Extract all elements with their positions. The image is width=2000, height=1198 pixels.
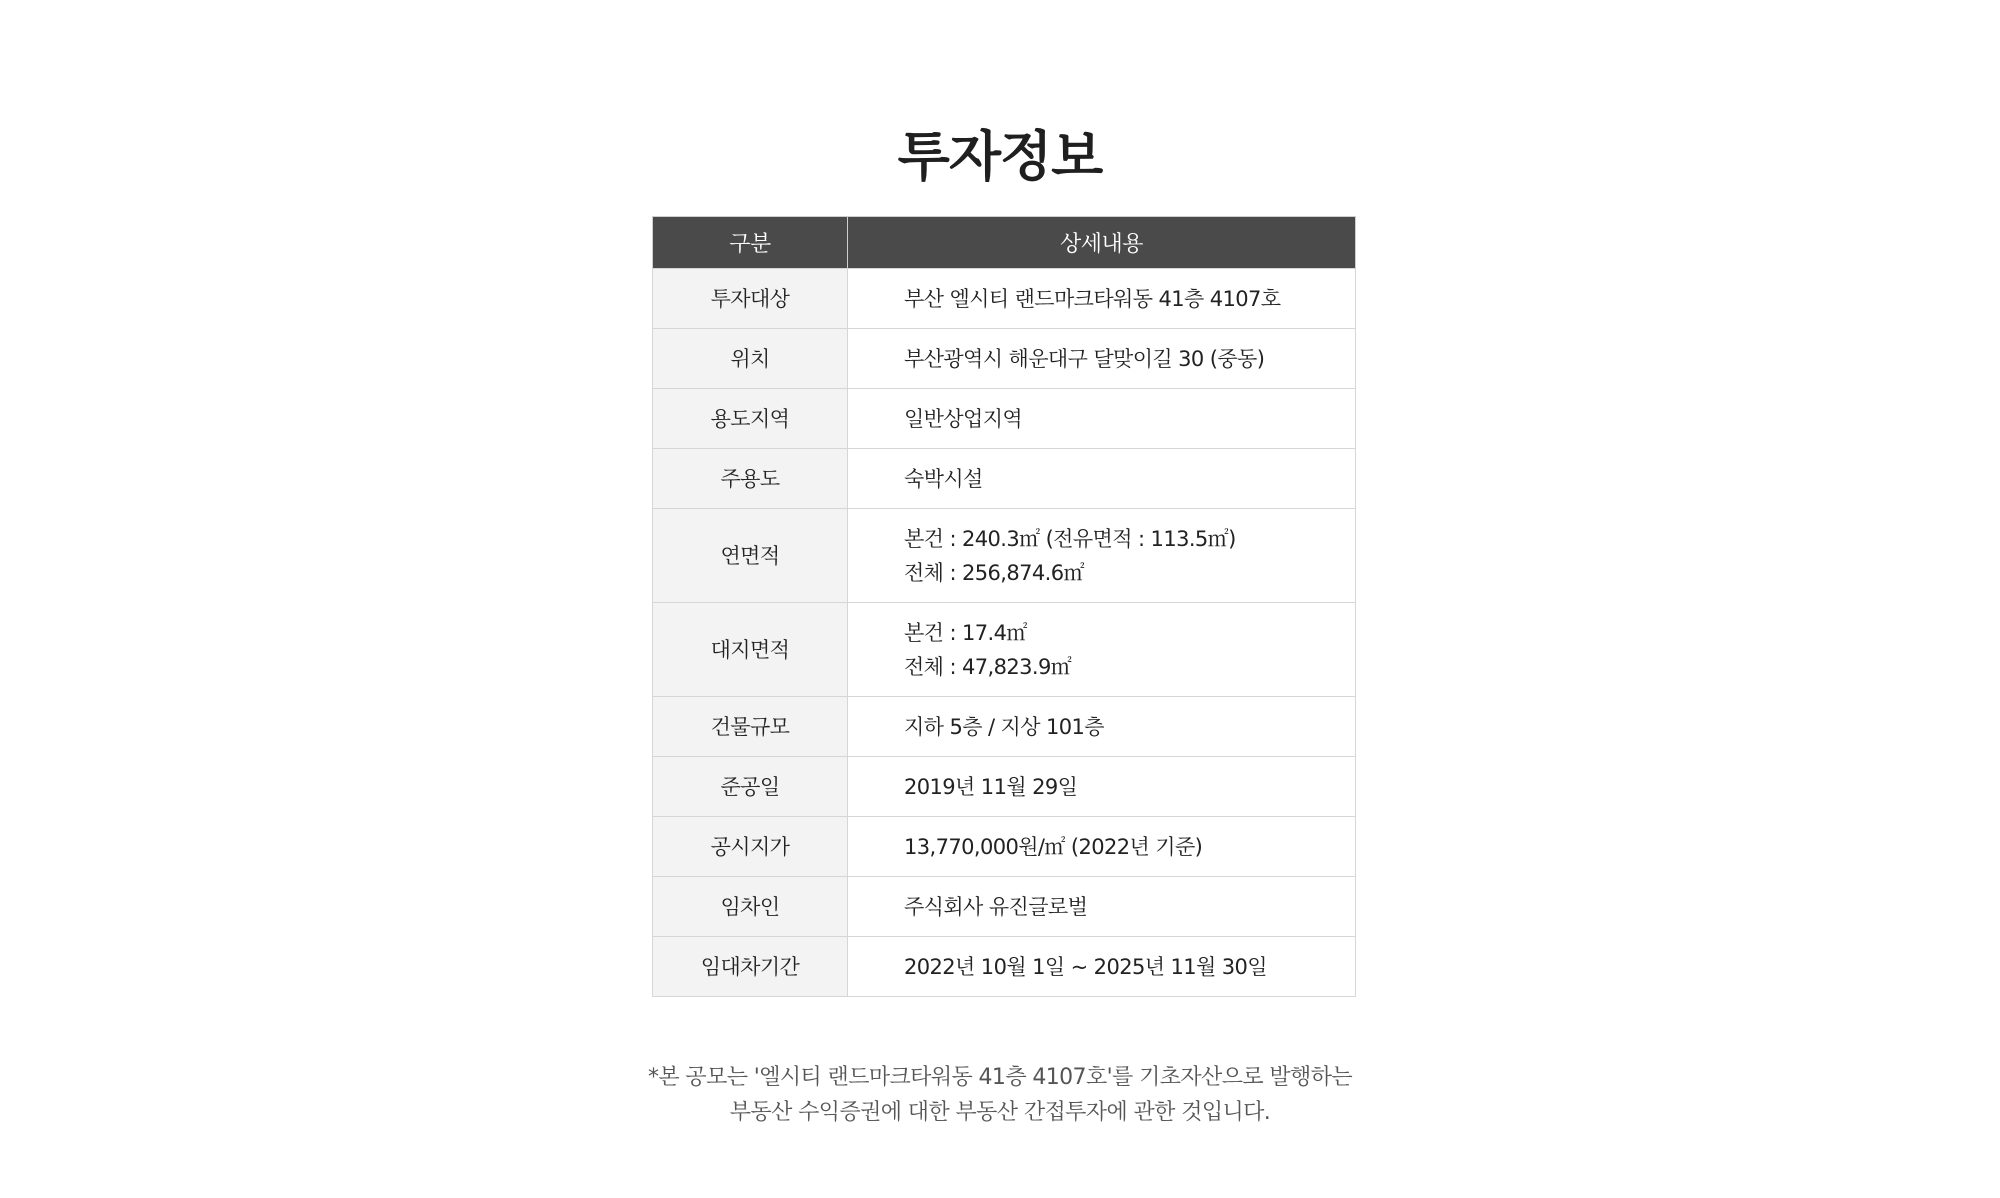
footnote-line-2: 부동산 수익증권에 대한 부동산 간접투자에 관한 것입니다.	[729, 1100, 1271, 1125]
table-row	[653, 937, 1356, 997]
table-row	[653, 269, 1356, 329]
row-label: 대지면적	[653, 603, 848, 697]
header-category: 구분	[653, 217, 848, 269]
row-label: 연면적	[653, 509, 848, 603]
row-value-line: 전체 : 256,874.6㎡	[904, 560, 1084, 585]
disclaimer-footnote	[0, 1060, 2000, 1130]
row-value-line: 본건 : 17.4㎡	[904, 620, 1027, 645]
row-value	[848, 329, 1356, 389]
row-value	[848, 269, 1356, 329]
table-row	[653, 389, 1356, 449]
page-title: 투자정보	[897, 125, 1103, 189]
investment-info-table	[652, 216, 1356, 997]
table-row	[653, 329, 1356, 389]
header-details: 상세내용	[848, 217, 1356, 269]
table-row	[653, 817, 1356, 877]
row-value-line: 숙박시설	[904, 466, 983, 491]
row-value	[848, 509, 1356, 603]
row-label: 임대차기간	[653, 937, 848, 997]
row-value	[848, 877, 1356, 937]
row-value-line: 부산광역시 해운대구 달맞이길 30 (중동)	[904, 346, 1265, 371]
row-value	[848, 449, 1356, 509]
row-value	[848, 817, 1356, 877]
table-row	[653, 697, 1356, 757]
row-value-line: 2022년 10월 1일 ~ 2025년 11월 30일	[904, 954, 1267, 979]
row-value	[848, 937, 1356, 997]
row-value-line: 2019년 11월 29일	[904, 774, 1078, 799]
row-value-line: 본건 : 240.3㎡ (전유면적 : 113.5㎡)	[904, 526, 1236, 551]
row-value	[848, 603, 1356, 697]
row-value-line: 전체 : 47,823.9㎡	[904, 654, 1072, 679]
row-value-line: 일반상업지역	[904, 406, 1023, 431]
row-label: 위치	[653, 329, 848, 389]
row-value	[848, 697, 1356, 757]
row-value-line: 주식회사 유진글로벌	[904, 894, 1088, 919]
row-label: 임차인	[653, 877, 848, 937]
row-value	[848, 757, 1356, 817]
row-label: 주용도	[653, 449, 848, 509]
row-value-line: 부산 엘시티 랜드마크타워동 41층 4107호	[904, 286, 1281, 311]
row-label: 공시지가	[653, 817, 848, 877]
row-label: 투자대상	[653, 269, 848, 329]
table-row	[653, 757, 1356, 817]
row-label: 건물규모	[653, 697, 848, 757]
table-row	[653, 877, 1356, 937]
table-header-row	[653, 217, 1356, 269]
table-row	[653, 509, 1356, 603]
row-label: 용도지역	[653, 389, 848, 449]
row-value-line: 지하 5층 / 지상 101층	[904, 714, 1104, 739]
row-label: 준공일	[653, 757, 848, 817]
row-value	[848, 389, 1356, 449]
table-row	[653, 603, 1356, 697]
table-row	[653, 449, 1356, 509]
row-value-line: 13,770,000원/㎡ (2022년 기준)	[904, 834, 1203, 859]
footnote-line-1: *본 공모는 '엘시티 랜드마크타워동 41층 4107호'를 기초자산으로 발행하는	[647, 1065, 1353, 1090]
